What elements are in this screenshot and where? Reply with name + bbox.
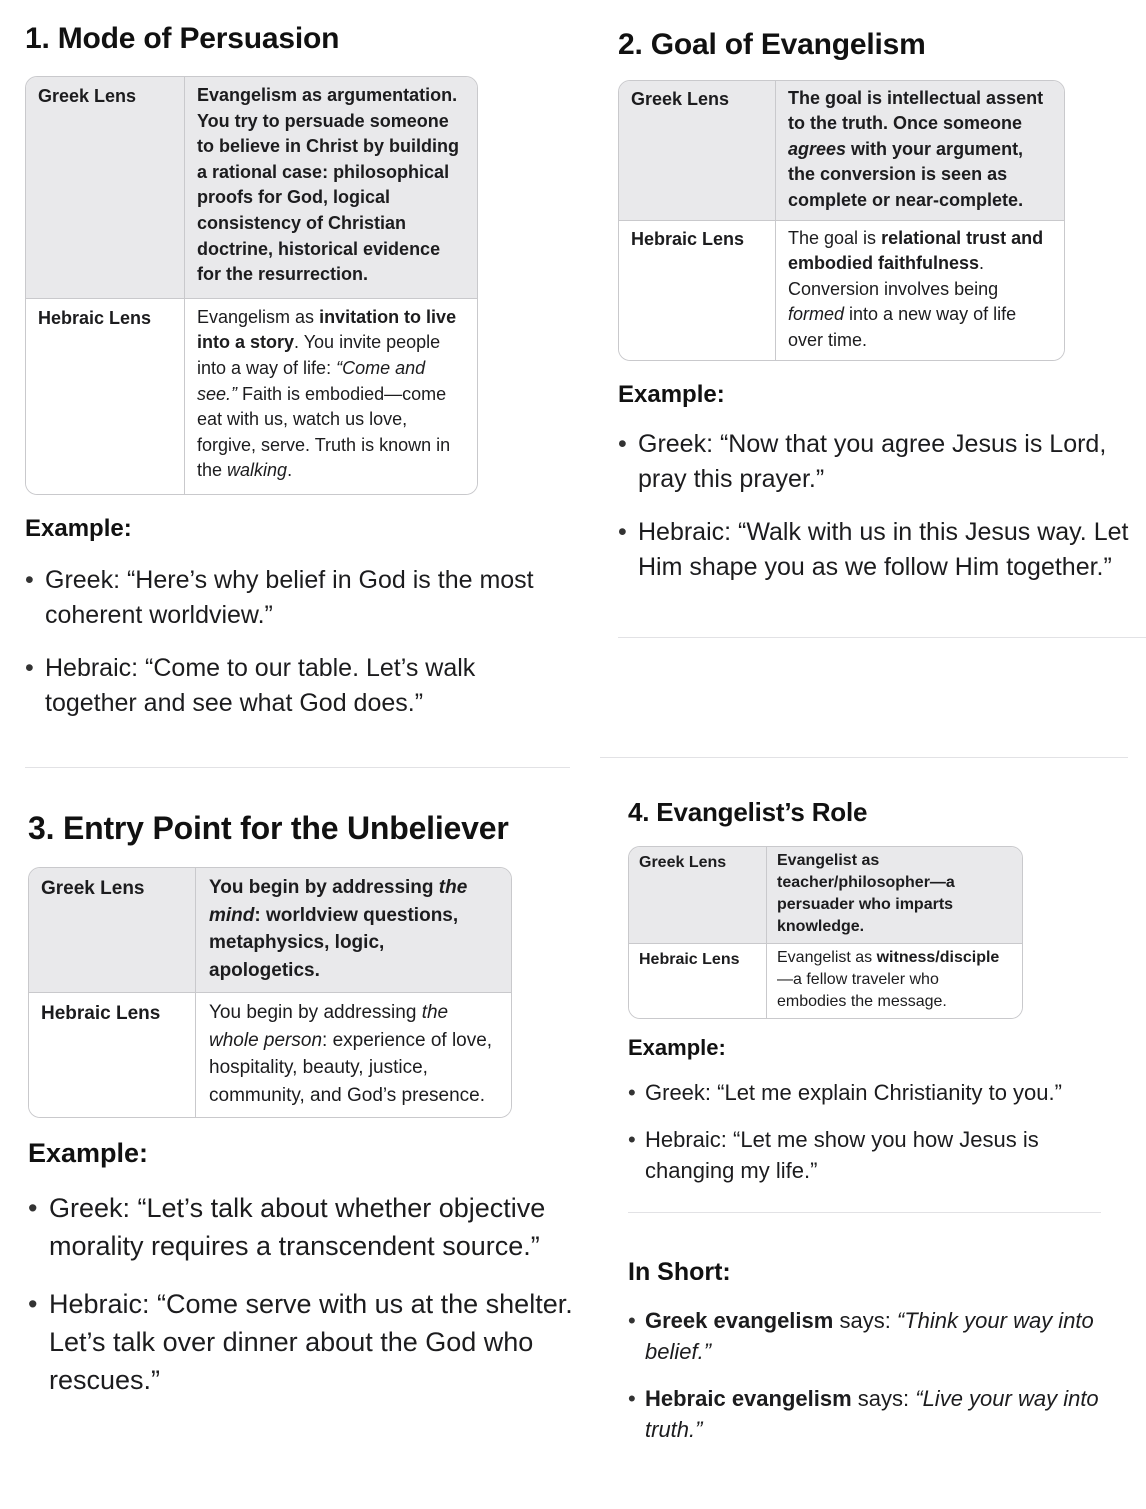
lens-comparison-table [25, 76, 478, 495]
emphasis-italic: walking [227, 460, 288, 481]
text-run: : experience of love, hospitality, beauty, justice, community, and God’s presence. [209, 1029, 493, 1106]
text-run: . Conversion involves being [788, 253, 999, 299]
section-entry-point [28, 810, 598, 1419]
example-item-hebraic: • Hebraic: “Let me show you how Jesus is changing my life.” [628, 1124, 1108, 1186]
example-item-hebraic: • Hebraic: “Walk with us in this Jesus way. Let Him shape you as we follow Him together.” [618, 515, 1146, 585]
section-divider [25, 767, 570, 768]
text-run: with your argument, the conversion is seen as complete or near-complete. [788, 138, 1024, 210]
example-item-greek: • Greek: “Let me explain Christianity to you.” [628, 1077, 1108, 1108]
text-run: : worldview questions, metaphysics, logic, apologetics. [209, 904, 459, 981]
text-run: Faith is embodied—come eat with us, watch us love, forgive, serve. Truth is known in the [197, 383, 451, 481]
greek-lens-description [185, 77, 477, 298]
hebraic-lens-row [619, 220, 1064, 360]
hebraic-lens-description [196, 992, 511, 1117]
text-run: Evangelist as [777, 852, 880, 869]
section-mode-of-persuasion [25, 22, 570, 739]
example-item-greek: • Greek: “Here’s why belief in God is the most coherent worldview.” [25, 563, 570, 633]
example-heading: Example: [618, 381, 725, 409]
section-title: 2. Goal of Evangelism [618, 28, 926, 61]
greek-lens-label: Greek Lens [629, 847, 767, 943]
summary-quote: “Think your way into belief.” [645, 1308, 1094, 1364]
hebraic-lens-row [26, 298, 477, 494]
text-run: into a new way of life over time. [788, 304, 1017, 350]
summary-verb: says: [851, 1386, 916, 1411]
emphasis-italic: agrees [788, 138, 847, 159]
section-title: 3. Entry Point for the Unbeliever [28, 810, 509, 846]
emphasis-italic: “Come and see.” [197, 357, 426, 404]
text-run: You begin by addressing [209, 877, 439, 898]
emphasis-bold: teacher/philosopher [777, 874, 930, 891]
example-heading: Example: [25, 514, 132, 542]
section-title: 4. Evangelist’s Role [628, 797, 868, 827]
lens-comparison-table [618, 80, 1065, 361]
hebraic-lens-description [185, 298, 477, 494]
text-run: . You try to persuade someone to believe in Christ by building a rational case: philosophical proofs for God, logical consistency of Christian doctrine, historical evidence for the resurrection. [197, 85, 460, 285]
section-in-short [628, 1258, 1108, 1461]
hebraic-lens-label: Hebraic Lens [619, 220, 776, 360]
summary-quote: “Live your way into truth.” [645, 1386, 1099, 1442]
greek-lens-description [767, 847, 1022, 943]
example-list [618, 427, 1146, 585]
summary-item-greek [628, 1305, 1108, 1367]
emphasis-bold: witness/disciple [876, 949, 1000, 966]
example-item-hebraic: • Hebraic: “Come serve with us at the shelter. Let’s talk over dinner about the God who rescues.” [28, 1285, 598, 1399]
summary-list [628, 1305, 1108, 1445]
example-item-greek: • Greek: “Now that you agree Jesus is Lord, pray this prayer.” [618, 427, 1146, 497]
hebraic-lens-row [29, 992, 511, 1117]
emphasis-bold: relational trust and embodied faithfulness [788, 228, 1044, 274]
summary-subject: Hebraic evangelism [645, 1386, 852, 1411]
emphasis-italic: the mind [209, 877, 468, 926]
section-divider [600, 757, 1128, 758]
hebraic-lens-row [629, 943, 1022, 1018]
summary-subject: Greek evangelism [645, 1308, 834, 1333]
text-run: Evangelism as [197, 306, 320, 327]
hebraic-lens-label: Hebraic Lens [629, 943, 767, 1018]
example-list [28, 1189, 598, 1399]
greek-lens-label: Greek Lens [26, 77, 185, 298]
text-run: Evangelism as [197, 85, 328, 105]
section-evangelist-role [628, 797, 1108, 1202]
greek-lens-label: Greek Lens [29, 868, 196, 992]
example-list [25, 563, 570, 721]
emphasis-bold: argumentation [327, 85, 453, 105]
example-heading: Example: [28, 1138, 149, 1168]
greek-lens-row [619, 81, 1064, 220]
hebraic-lens-label: Hebraic Lens [29, 992, 196, 1117]
text-run: Evangelist as [777, 949, 877, 966]
hebraic-lens-label: Hebraic Lens [26, 298, 185, 494]
example-heading: Example: [628, 1035, 726, 1060]
example-item-greek: • Greek: “Let’s talk about whether objective morality requires a transcendent source.” [28, 1189, 598, 1265]
emphasis-italic: the whole person [209, 1002, 449, 1051]
text-run: The goal is [788, 88, 888, 108]
emphasis-bold: intellectual assent [887, 88, 1044, 108]
section-divider [618, 637, 1146, 638]
text-run: —a persuader who imparts knowledge. [777, 874, 955, 935]
greek-lens-row [629, 847, 1022, 943]
greek-lens-row [29, 868, 511, 992]
summary-item-hebraic [628, 1383, 1108, 1445]
summary-verb: says: [833, 1308, 897, 1333]
greek-lens-row [26, 77, 477, 298]
text-run: . You invite people into a way of life: [197, 332, 441, 378]
text-run: You begin by addressing [209, 1002, 422, 1023]
text-run: —a fellow traveler who embodies the message. [777, 971, 947, 1010]
example-list [628, 1077, 1108, 1186]
example-item-hebraic: • Hebraic: “Come to our table. Let’s walk together and see what God does.” [25, 651, 570, 721]
text-run: The goal is [788, 228, 882, 249]
greek-lens-description [196, 868, 511, 992]
lens-comparison-table [628, 846, 1023, 1019]
section-goal-of-evangelism [618, 28, 1146, 603]
greek-lens-label: Greek Lens [619, 81, 776, 220]
hebraic-lens-description [767, 943, 1022, 1018]
emphasis-bold: invitation to live into a story [197, 306, 457, 353]
section-divider [628, 1212, 1101, 1213]
greek-lens-description [776, 81, 1064, 220]
in-short-heading: In Short: [628, 1258, 731, 1286]
hebraic-lens-description [776, 220, 1064, 360]
text-run: to the truth. Once someone [788, 113, 1023, 134]
emphasis-italic: formed [788, 304, 845, 325]
text-run: . [287, 460, 293, 481]
section-title: 1. Mode of Persuasion [25, 22, 340, 55]
lens-comparison-table [28, 867, 512, 1118]
